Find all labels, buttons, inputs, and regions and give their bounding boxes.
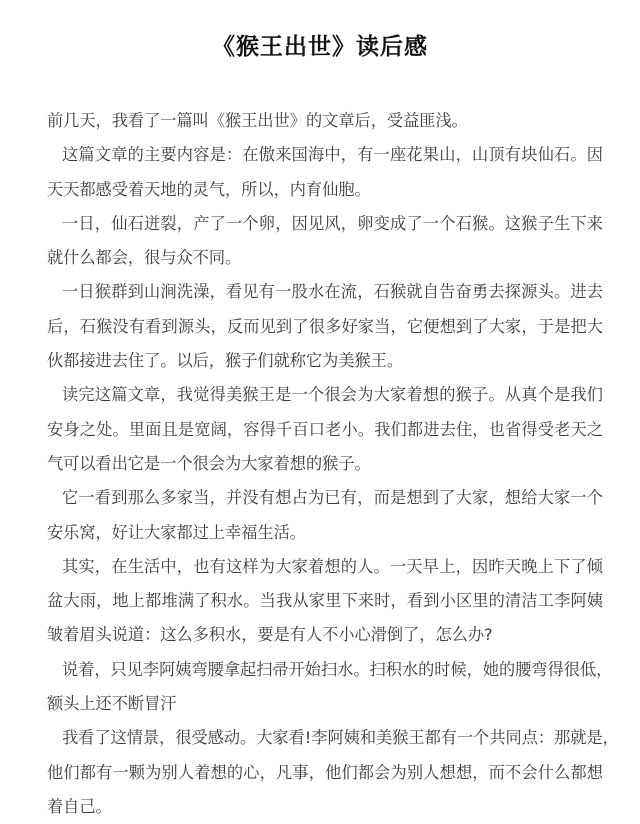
paragraph-line: 安身之处。里面且是宽阔，容得千百口老小。我们都进去住，也省得受老天之 <box>47 419 603 439</box>
paragraph-line: 皱着眉头说道：这么多积水，要是有人不小心滑倒了，怎么办? <box>47 625 493 645</box>
paragraph-line: 其实，在生活中，也有这样为大家着想的人。一天早上，因昨天晚上下了倾 <box>62 556 603 576</box>
paragraph-line: 着自己。 <box>47 796 112 816</box>
paragraph-line: 前几天，我看了一篇叫《猴王出世》的文章后，受益匪浅。 <box>47 111 468 130</box>
paragraph-line: 伙都接进去住了。以后，猴子们就称它为美猴王。 <box>47 351 404 371</box>
paragraph-line: 天天都感受着天地的灵气，所以，内育仙胞。 <box>47 179 371 199</box>
paragraph-line: 它一看到那么多家当，并没有想占为已有，而是想到了大家，想给大家一个 <box>62 488 603 508</box>
paragraph-line: 气可以看出它是一个很会为大家着想的猴子。 <box>47 453 371 473</box>
paragraph-line: 他们都有一颗为别人着想的心，凡事，他们都会为别人想想，而不会什么都想 <box>47 762 603 782</box>
paragraph-line: 读完这篇文章，我觉得美猴王是一个很会为大家着想的猴子。从真个是我们 <box>62 385 603 405</box>
paragraph-line: 额头上还不断冒汗 <box>47 694 177 714</box>
paragraph-line: 后，石猴没有看到源头，反而见到了很多好家当，它便想到了大家，于是把大 <box>47 316 603 336</box>
paragraph-line: 安乐窝，好让大家都过上幸福生活。 <box>47 522 306 542</box>
paragraph-line: 说着，只见李阿姨弯腰拿起扫帚开始扫水。扫积水的时候，她的腰弯得很低， <box>62 659 613 679</box>
paragraph-line: 我看了这情景，很受感动。大家看!李阿姨和美猴王都有一个共同点：那就是， <box>62 728 619 748</box>
paragraph-line: 一日猴群到山涧洗澡，看见有一股水在流，石猴就自告奋勇去探源头。进去 <box>62 282 603 302</box>
paragraph-line: 这篇文章的主要内容是：在傲来国海中，有一座花果山，山顶有块仙石。因 <box>62 145 603 165</box>
paragraph-line: 一日，仙石迸裂，产了一个卵，因见风，卵变成了一个石猴。这猴子生下来 <box>62 213 603 233</box>
paragraph-line: 就什么都会，很与众不同。 <box>47 248 242 268</box>
document-body <box>47 104 619 824</box>
paragraph-line: 盆大雨，地上都堆满了积水。当我从家里下来时，看到小区里的清洁工李阿姨 <box>47 591 603 611</box>
document-title: 《猴王出世》读后感 <box>212 34 428 60</box>
